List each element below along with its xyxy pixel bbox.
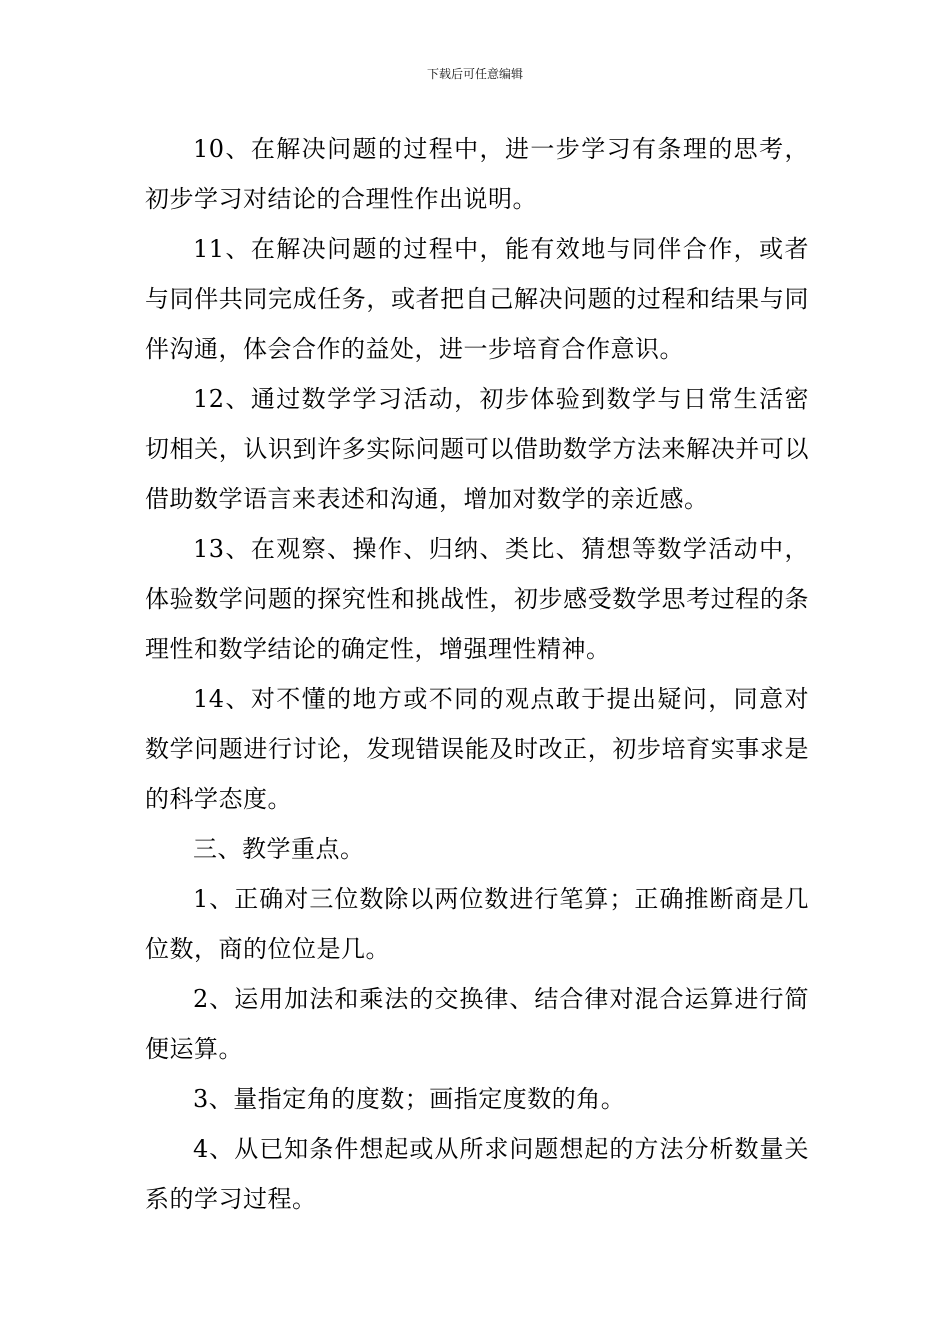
paragraph-objective-11: 11、在解决问题的过程中，能有效地与同伴合作，或者与同伴共同完成任务，或者把自己解决问题的过程和结果与同伴沟通，体会合作的益处，进一步培育合作意识。 [145,235,809,363]
paragraph-key-point-4: 4、从已知条件想起或从所求问题想起的方法分析数量关系的学习过程。 [145,1135,809,1213]
paragraph-objective-12: 12、通过数学学习活动，初步体验到数学与日常生活密切相关，认识到许多实际问题可以借助数学方法来解决并可以借助数学语言来表述和沟通，增加对数学的亲近感。 [145,385,809,513]
document-body [145,124,809,1224]
paragraph-objective-13: 13、在观察、操作、归纳、类比、猜想等数学活动中，体验数学问题的探究性和挑战性，初步感受数学思考过程的条理性和数学结论的确定性，增强理性精神。 [145,535,809,663]
paragraph-key-point-3: 3、量指定角的度数；画指定度数的角。 [193,1085,626,1113]
paragraph-key-point-1: 1、正确对三位数除以两位数进行笔算；正确推断商是几位数，商的位位是几。 [145,885,809,963]
paragraph-key-point-2: 2、运用加法和乘法的交换律、结合律对混合运算进行简便运算。 [145,985,809,1063]
section-heading-key-points: 三、教学重点。 [193,835,365,863]
paragraph-objective-14: 14、对不懂的地方或不同的观点敢于提出疑问，同意对数学问题进行讨论，发现错误能及时改正，初步培育实事求是的科学态度。 [145,685,809,813]
paragraph-objective-10: 10、在解决问题的过程中，进一步学习有条理的思考，初步学习对结论的合理性作出说明。 [145,135,809,213]
page-header: 下载后可任意编辑 [426,67,523,81]
